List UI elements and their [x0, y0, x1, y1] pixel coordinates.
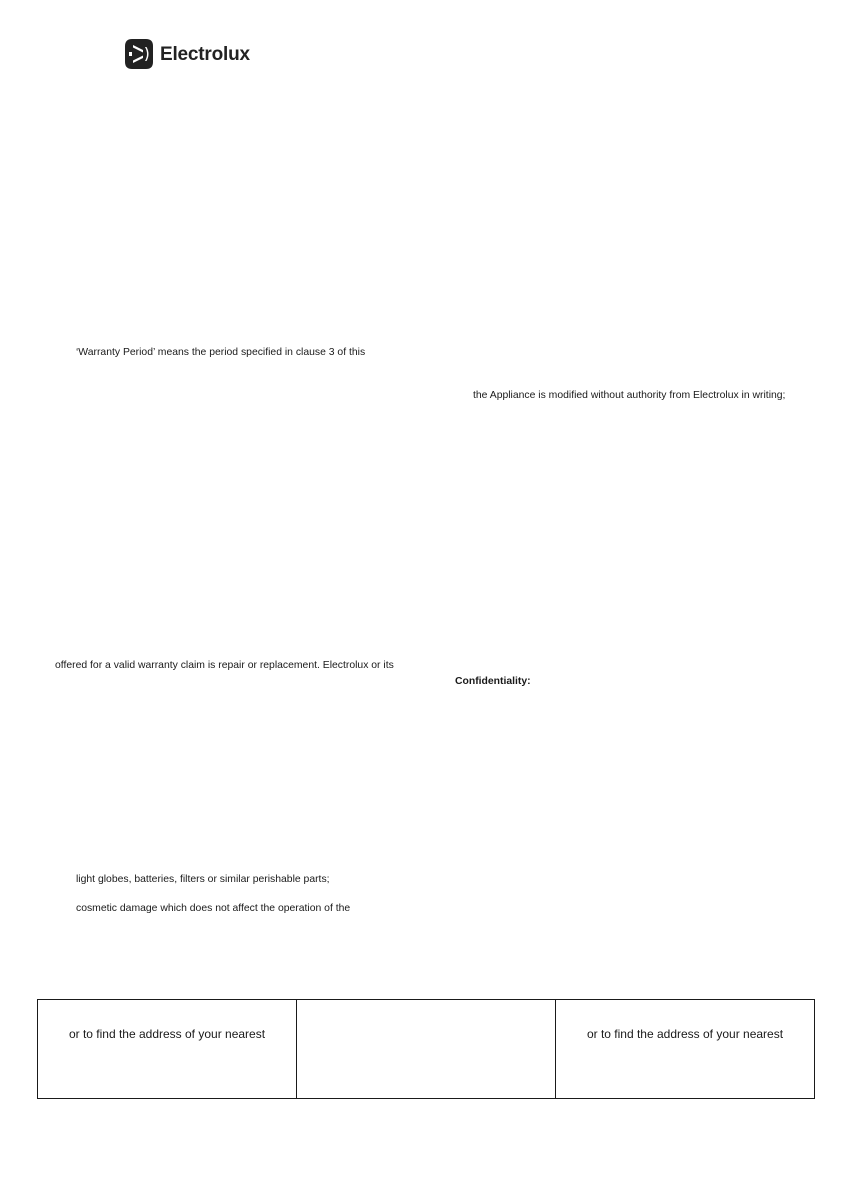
exclusion-perishable-parts: light globes, batteries, filters or similar perishable parts;	[76, 874, 330, 885]
electrolux-logo	[124, 38, 250, 70]
confidentiality-heading: Confidentiality:	[455, 676, 531, 687]
exclusion-cosmetic-damage: cosmetic damage which does not affect the operation of the	[76, 903, 351, 914]
contact-cell-right-text: or to find the address of your nearest	[586, 1027, 784, 1041]
contact-cell-middle	[296, 1000, 555, 1098]
contact-cell-left-text: or to find the address of your nearest	[68, 1027, 266, 1041]
contact-table	[37, 999, 815, 1099]
contact-cell-left	[38, 1000, 296, 1098]
appliance-modified-clause: the Appliance is modified without authority from Electrolux in writing;	[473, 390, 786, 401]
brand-name: Electrolux	[160, 43, 250, 65]
contact-cell-right	[555, 1000, 814, 1098]
electrolux-logo-icon	[124, 38, 154, 70]
warranty-remedy-text: offered for a valid warranty claim is repair or replacement. Electrolux or its	[55, 660, 394, 671]
warranty-period-definition: ‘Warranty Period’ means the period specified in clause 3 of this	[76, 347, 366, 358]
